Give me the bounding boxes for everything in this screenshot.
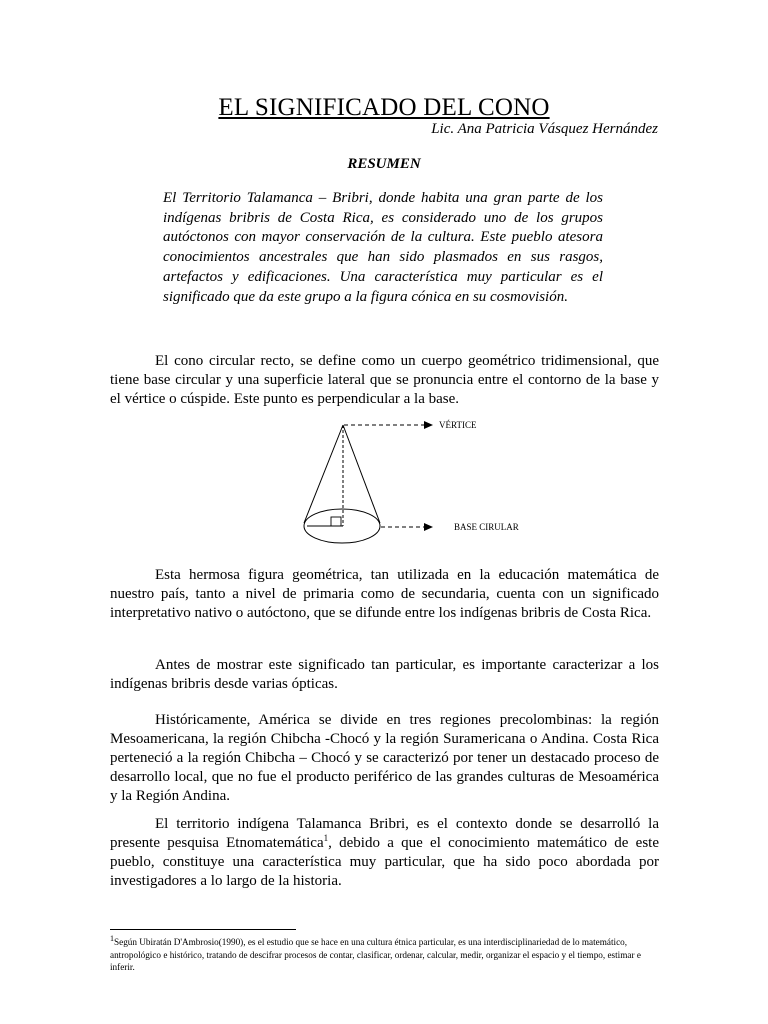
base-label: BASE CIRULAR	[454, 522, 519, 532]
paragraph-5	[110, 815, 659, 891]
paragraph-5-text-b: , debido a que el conocimiento matemático de este pueblo, constituye una característica muy particular, que ha sido poco abordada por investigadores a lo largo de la historia.	[110, 835, 659, 889]
abstract-heading: RESUMEN	[347, 156, 421, 172]
paragraph-2	[110, 566, 659, 623]
paragraph-3-text: Antes de mostrar este significado tan particular, es importante caracterizar a los indígenas bribris desde varias ópticas.	[110, 657, 659, 692]
cone-right-side	[343, 425, 380, 523]
footnote-reference[interactable]: 1	[323, 833, 329, 843]
footnote-mark: 1	[110, 934, 114, 943]
abstract-text: El Territorio Talamanca – Bribri, donde habita una gran parte de los indígenas bribris de Costa Rica, es considerado uno de los grupos autóctonos con mayor conservación de la cultura. Este pueblo atesora conocimientos ancestrales que han sido plasmados en sus rasgos, artefactos y edificaciones. Una característica muy particular es el significado que da este grupo a la figura cónica en su cosmovisión.	[163, 190, 603, 305]
vertex-arrow-head	[424, 421, 433, 429]
footnote-separator	[110, 929, 296, 930]
author-line: Lic. Ana Patricia Vásquez Hernández	[431, 121, 658, 137]
right-angle-marker	[331, 517, 341, 526]
paragraph-1	[110, 352, 659, 409]
document-title: EL SIGNIFICADO DEL CONO	[218, 94, 550, 121]
paragraph-4-text: Históricamente, América se divide en tres regiones precolombinas: la región Mesoamericana, la región Chibcha -Chocó y la región Suramericana o Andina. Costa Rica perteneció a la región Chibcha – Chocó y se caracterizó por tener un destacado proceso de desarrollo local, que no fue el producto periférico de las grandes culturas de Mesoamérica y la Región Andina.	[110, 712, 659, 804]
footnote	[110, 936, 658, 974]
vertex-label: VÉRTICE	[439, 420, 477, 430]
paragraph-4	[110, 711, 659, 806]
base-arrow-head	[424, 523, 433, 531]
paragraph-2-text: Esta hermosa figura geométrica, tan utilizada en la educación matemática de nuestro país, tanto a nivel de primaria como de secundaria, cuenta con un significado interpretativo nativo o autóctono, que se difunde entre los indígenas bribris de Costa Rica.	[110, 567, 659, 621]
cone-left-side	[304, 425, 343, 523]
paragraph-5-text-a: El territorio indígena Talamanca Bribri, es el contexto donde se desarrolló la presente pesquisa Etnomatemática	[110, 816, 659, 851]
paragraph-3	[110, 656, 659, 694]
footnote-text: Según Ubiratán D'Ambrosio(1990), es el estudio que se hace en una cultura étnica particular, es una interdisciplinariedad de lo matemático, antropológico e histórico, tratando de descifrar procesos de contar, clasificar, ordenar, calcular, medir, organizar el espacio y el tiempo, estimar e inferir.	[110, 937, 641, 972]
paragraph-1-text: El cono circular recto, se define como un cuerpo geométrico tridimensional, que tiene base circular y una superficie lateral que se pronuncia entre el contorno de la base y el vértice o cúspide. Este punto es perpendicular a la base.	[110, 353, 659, 407]
cone-diagram	[290, 412, 550, 562]
